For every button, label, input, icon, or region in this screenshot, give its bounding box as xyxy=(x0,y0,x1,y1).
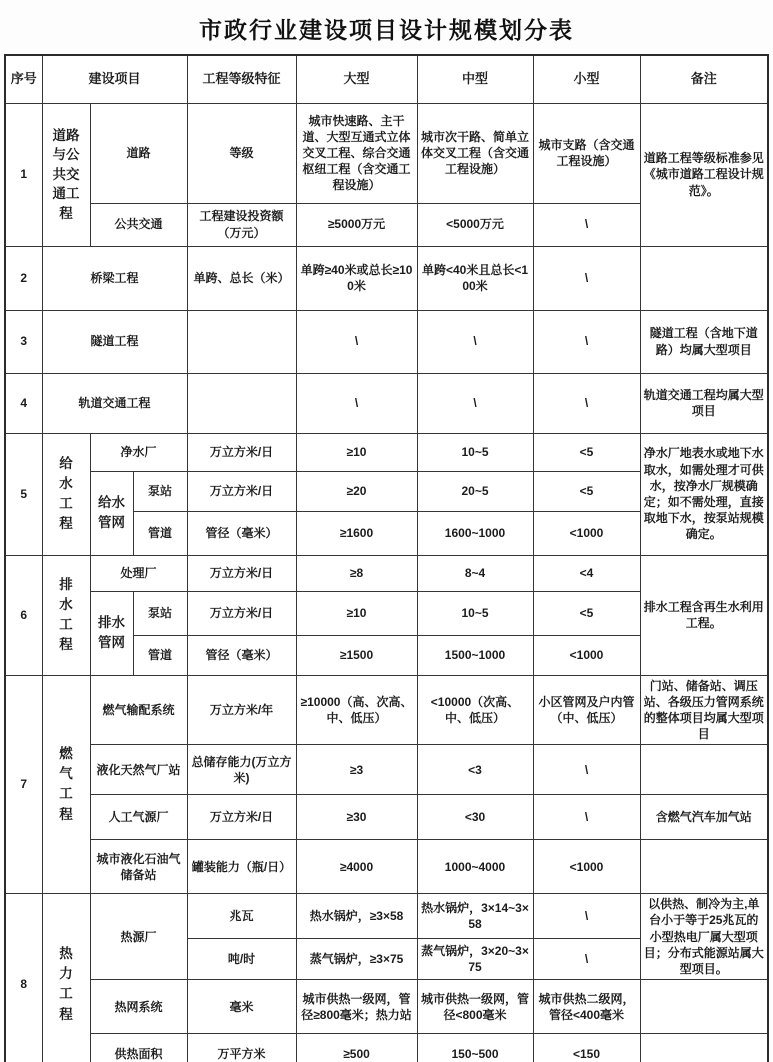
medium-cell: 150~500 xyxy=(417,1034,533,1062)
table-row-heat-network xyxy=(5,980,768,1034)
note-cell: 含燃气汽车加气站 xyxy=(640,795,768,840)
header-medium: 中型 xyxy=(417,55,533,103)
feature-cell: 万立方米/日 xyxy=(187,471,296,511)
note-cell: 排水工程含再生水利用工程。 xyxy=(640,555,768,675)
group-label: 给水工程 xyxy=(59,455,73,532)
subgroup-label: 给水管网 xyxy=(97,495,125,530)
medium-cell: 1000~4000 xyxy=(417,840,533,894)
large-cell: \ xyxy=(296,373,417,433)
large-cell: ≥10000（高、次高、中、低压） xyxy=(296,675,417,745)
large-cell: ≥1600 xyxy=(296,511,417,555)
project-cell: 液化天然气厂站 xyxy=(90,745,187,795)
project-cell: 处理厂 xyxy=(90,555,187,591)
table-row-water-plant xyxy=(5,433,768,471)
feature-cell: 工程建设投资额（万元） xyxy=(187,203,296,246)
note-cell xyxy=(640,840,768,894)
small-cell: \ xyxy=(533,745,640,795)
note-cell: 净水厂地表水或地下水取水，如需处理才可供水，按净水厂规模确定；如不需处理，直接取地下水，按泵站规模确定。 xyxy=(640,433,768,555)
feature-cell: 管径（毫米） xyxy=(187,511,296,555)
project-cell: 桥梁工程 xyxy=(42,246,187,310)
medium-cell: \ xyxy=(417,310,533,373)
project-cell: 人工气源厂 xyxy=(90,795,187,840)
feature-cell: 吨/时 xyxy=(187,938,296,980)
header-project: 建设项目 xyxy=(42,55,187,103)
note-cell: 道路工程等级标准参见《城市道路工程设计规范》。 xyxy=(640,103,768,246)
large-cell: 城市供热一级网，管径≥800毫米；热力站 xyxy=(296,980,417,1034)
medium-cell: 城市次干路、简单立体交叉工程（含交通工程设施） xyxy=(417,103,533,203)
group-cell xyxy=(42,103,90,246)
project-cell: 燃气输配系统 xyxy=(90,675,187,745)
large-cell: 蒸气锅炉，≥3×75 xyxy=(296,938,417,980)
group-label: 道路与公共交通工程 xyxy=(52,127,80,221)
table-row-rail xyxy=(5,373,768,433)
table-row-bridge xyxy=(5,246,768,310)
table-row-drain-plant xyxy=(5,555,768,591)
feature-cell: 万立方米/日 xyxy=(187,795,296,840)
header-large: 大型 xyxy=(296,55,417,103)
seq-cell: 8 xyxy=(5,894,42,1062)
seq-cell: 1 xyxy=(5,103,42,246)
seq-cell: 5 xyxy=(5,433,42,555)
project-cell: 轨道交通工程 xyxy=(42,373,187,433)
large-cell: ≥8 xyxy=(296,555,417,591)
medium-cell: 1500~1000 xyxy=(417,635,533,675)
medium-cell: 单跨<40米且总长<100米 xyxy=(417,246,533,310)
medium-cell: 蒸气锅炉，3×20~3×75 xyxy=(417,938,533,980)
large-cell: \ xyxy=(296,310,417,373)
medium-cell: <30 xyxy=(417,795,533,840)
note-cell: 门站、储备站、调压站、各级压力管网系统的整体项目均属大型项目 xyxy=(640,675,768,745)
feature-cell: 罐装能力（瓶/日） xyxy=(187,840,296,894)
group-cell xyxy=(42,555,90,675)
feature-cell: 毫米 xyxy=(187,980,296,1034)
table-row-lpg-reserve xyxy=(5,840,768,894)
feature-cell xyxy=(187,310,296,373)
small-cell: <4 xyxy=(533,555,640,591)
page-title: 市政行业建设项目设计规模划分表 xyxy=(199,17,574,43)
medium-cell: 城市供热一级网，管径<800毫米 xyxy=(417,980,533,1034)
medium-cell: 8~4 xyxy=(417,555,533,591)
note-cell: 隧道工程（含地下道路）均属大型项目 xyxy=(640,310,768,373)
medium-cell: <10000（次高、中、低压） xyxy=(417,675,533,745)
large-cell: 城市快速路、主干道、大型互通式立体交叉工程、综合交通枢纽工程（含交通工程设施） xyxy=(296,103,417,203)
table-row-artificial-gas xyxy=(5,795,768,840)
header-no: 序号 xyxy=(5,55,42,103)
large-cell: ≥1500 xyxy=(296,635,417,675)
seq-cell: 7 xyxy=(5,675,42,894)
feature-cell: 万立方米/年 xyxy=(187,675,296,745)
feature-cell: 等级 xyxy=(187,103,296,203)
table-row-heating-area xyxy=(5,1034,768,1062)
small-cell: 小区管网及户内管（中、低压） xyxy=(533,675,640,745)
large-cell: ≥4000 xyxy=(296,840,417,894)
medium-cell: \ xyxy=(417,373,533,433)
small-cell: <1000 xyxy=(533,635,640,675)
header-note: 备注 xyxy=(640,55,768,103)
medium-cell: 10~5 xyxy=(417,433,533,471)
header-row xyxy=(5,55,768,103)
large-cell: ≥3 xyxy=(296,745,417,795)
small-cell: \ xyxy=(533,246,640,310)
seq-cell: 4 xyxy=(5,373,42,433)
small-cell: <150 xyxy=(533,1034,640,1062)
subgroup-cell xyxy=(90,471,133,555)
group-label: 热力工程 xyxy=(59,945,73,1022)
group-cell xyxy=(42,675,90,894)
large-cell: ≥30 xyxy=(296,795,417,840)
feature-cell: 单跨、总长（米） xyxy=(187,246,296,310)
seq-cell: 3 xyxy=(5,310,42,373)
feature-cell xyxy=(187,373,296,433)
large-cell: 单跨≥40米或总长≥100米 xyxy=(296,246,417,310)
feature-cell: 万平方米 xyxy=(187,1034,296,1062)
project-cell: 城市液化石油气储备站 xyxy=(90,840,187,894)
note-cell xyxy=(640,980,768,1034)
small-cell: 城市支路（含交通工程设施） xyxy=(533,103,640,203)
project-cell: 管道 xyxy=(133,511,187,555)
project-cell: 隧道工程 xyxy=(42,310,187,373)
feature-cell: 总储存能力(万立方米) xyxy=(187,745,296,795)
small-cell: \ xyxy=(533,795,640,840)
table-row-road xyxy=(5,103,768,203)
table-row-heat-source-mw xyxy=(5,894,768,938)
project-cell: 供热面积 xyxy=(90,1034,187,1062)
small-cell: \ xyxy=(533,373,640,433)
note-cell: 以供热、制冷为主,单台小于等于25兆瓦的小型热电厂属大型项目；分布式能源站属大型项目。 xyxy=(640,894,768,980)
table-row-lng-station xyxy=(5,745,768,795)
header-feature: 工程等级特征 xyxy=(187,55,296,103)
table-row-gas-distribution xyxy=(5,675,768,745)
medium-cell: <5000万元 xyxy=(417,203,533,246)
small-cell: <5 xyxy=(533,591,640,635)
group-cell xyxy=(42,894,90,1062)
small-cell: <5 xyxy=(533,471,640,511)
scale-division-table xyxy=(4,54,769,1062)
medium-cell: 10~5 xyxy=(417,591,533,635)
group-cell xyxy=(42,433,90,555)
medium-cell: 热水锅炉，3×14~3×58 xyxy=(417,894,533,938)
small-cell: <1000 xyxy=(533,511,640,555)
project-cell: 管道 xyxy=(133,635,187,675)
seq-cell: 6 xyxy=(5,555,42,675)
feature-cell: 万立方米/日 xyxy=(187,555,296,591)
header-small: 小型 xyxy=(533,55,640,103)
project-cell: 泵站 xyxy=(133,471,187,511)
large-cell: ≥5000万元 xyxy=(296,203,417,246)
note-cell xyxy=(640,246,768,310)
large-cell: ≥500 xyxy=(296,1034,417,1062)
seq-cell: 2 xyxy=(5,246,42,310)
note-cell xyxy=(640,1034,768,1062)
small-cell: \ xyxy=(533,938,640,980)
large-cell: ≥20 xyxy=(296,471,417,511)
large-cell: ≥10 xyxy=(296,433,417,471)
medium-cell: 20~5 xyxy=(417,471,533,511)
small-cell: \ xyxy=(533,203,640,246)
project-cell: 泵站 xyxy=(133,591,187,635)
subgroup-label: 排水管网 xyxy=(97,615,125,650)
small-cell: \ xyxy=(533,310,640,373)
medium-cell: <3 xyxy=(417,745,533,795)
small-cell: <5 xyxy=(533,433,640,471)
feature-cell: 兆瓦 xyxy=(187,894,296,938)
project-cell: 净水厂 xyxy=(90,433,187,471)
group-label: 燃气工程 xyxy=(59,745,73,822)
small-cell: <1000 xyxy=(533,840,640,894)
note-cell: 轨道交通工程均属大型项目 xyxy=(640,373,768,433)
feature-cell: 万立方米/日 xyxy=(187,591,296,635)
group-label: 排水工程 xyxy=(59,576,73,653)
small-cell: 城市供热二级网，管径<400毫米 xyxy=(533,980,640,1034)
project-cell: 热网系统 xyxy=(90,980,187,1034)
small-cell: \ xyxy=(533,894,640,938)
project-cell: 道路 xyxy=(90,103,187,203)
note-cell xyxy=(640,745,768,795)
large-cell: ≥10 xyxy=(296,591,417,635)
project-cell: 热源厂 xyxy=(90,894,187,980)
table-row-tunnel xyxy=(5,310,768,373)
medium-cell: 1600~1000 xyxy=(417,511,533,555)
large-cell: 热水锅炉，≥3×58 xyxy=(296,894,417,938)
feature-cell: 管径（毫米） xyxy=(187,635,296,675)
subgroup-cell xyxy=(90,591,133,675)
project-cell: 公共交通 xyxy=(90,203,187,246)
feature-cell: 万立方米/日 xyxy=(187,433,296,471)
